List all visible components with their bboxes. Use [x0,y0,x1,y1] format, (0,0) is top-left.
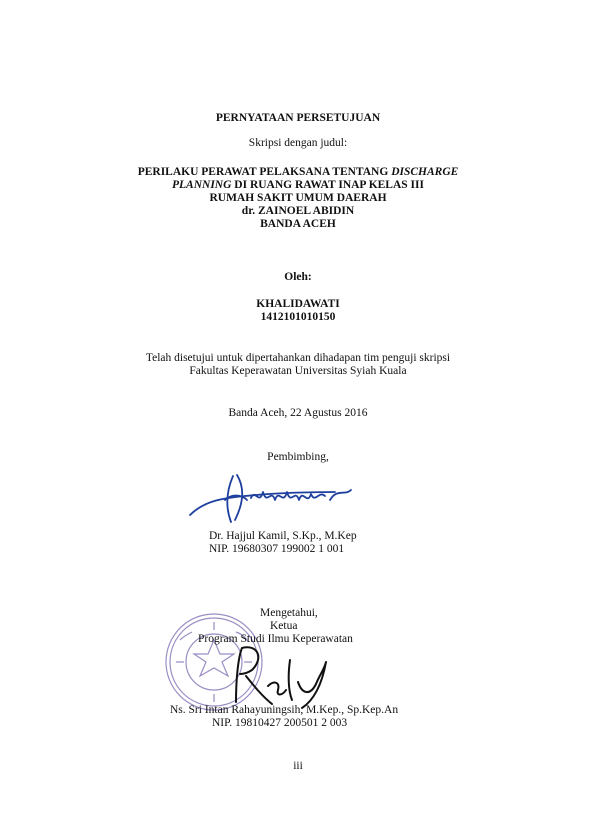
acknowledged-label: Mengetahui, [260,607,318,619]
program-label: Program Studi Ilmu Keperawatan [198,633,353,645]
head-label: Ketua [270,620,298,632]
head-signature [222,640,337,710]
thesis-title-line-1 [0,166,596,179]
supervisor-label: Pembimbing, [267,451,329,463]
thesis-title-line-5: BANDA ACEH [260,218,336,230]
by-label: Oleh: [284,271,312,283]
author-id: 1412101010150 [260,311,336,323]
thesis-title-line-1b: DISCHARGE [391,166,459,178]
page-number: iii [293,760,303,772]
approval-line-1: Telah disetujui untuk dipertahankan dihadapan tim penguji skripsi [145,352,451,364]
thesis-title-line-3: RUMAH SAKIT UMUM DAERAH [209,192,387,204]
approval-line-2: Fakultas Keperawatan Universitas Syiah Kuala [189,365,407,377]
supervisor-signature [185,470,385,530]
thesis-title-line-1a: PERILAKU PERAWAT PELAKSANA TENTANG [137,166,392,178]
thesis-title-line-2a: PLANNING [172,179,232,191]
supervisor-nip: NIP. 19680307 199002 1 001 [209,543,345,555]
thesis-title-line-2 [0,179,596,192]
head-name: Ns. Sri Intan Rahayuningsih, M.Kep., Sp.Kep.An [170,704,399,716]
thesis-title-line-4: dr. ZAINOEL ABIDIN [241,205,355,217]
supervisor-name: Dr. Hajjul Kamil, S.Kp., M.Kep [209,530,357,542]
thesis-title-line-2b: DI RUANG RAWAT INAP KELAS III [231,179,424,191]
head-nip: NIP. 19810427 200501 2 003 [212,717,348,729]
author-name: KHALIDAWATI [256,298,340,310]
subtitle: Skripsi dengan judul: [248,137,348,149]
page-heading: PERNYATAAN PERSETUJUAN [215,112,381,124]
place-date: Banda Aceh, 22 Agustus 2016 [228,407,368,419]
